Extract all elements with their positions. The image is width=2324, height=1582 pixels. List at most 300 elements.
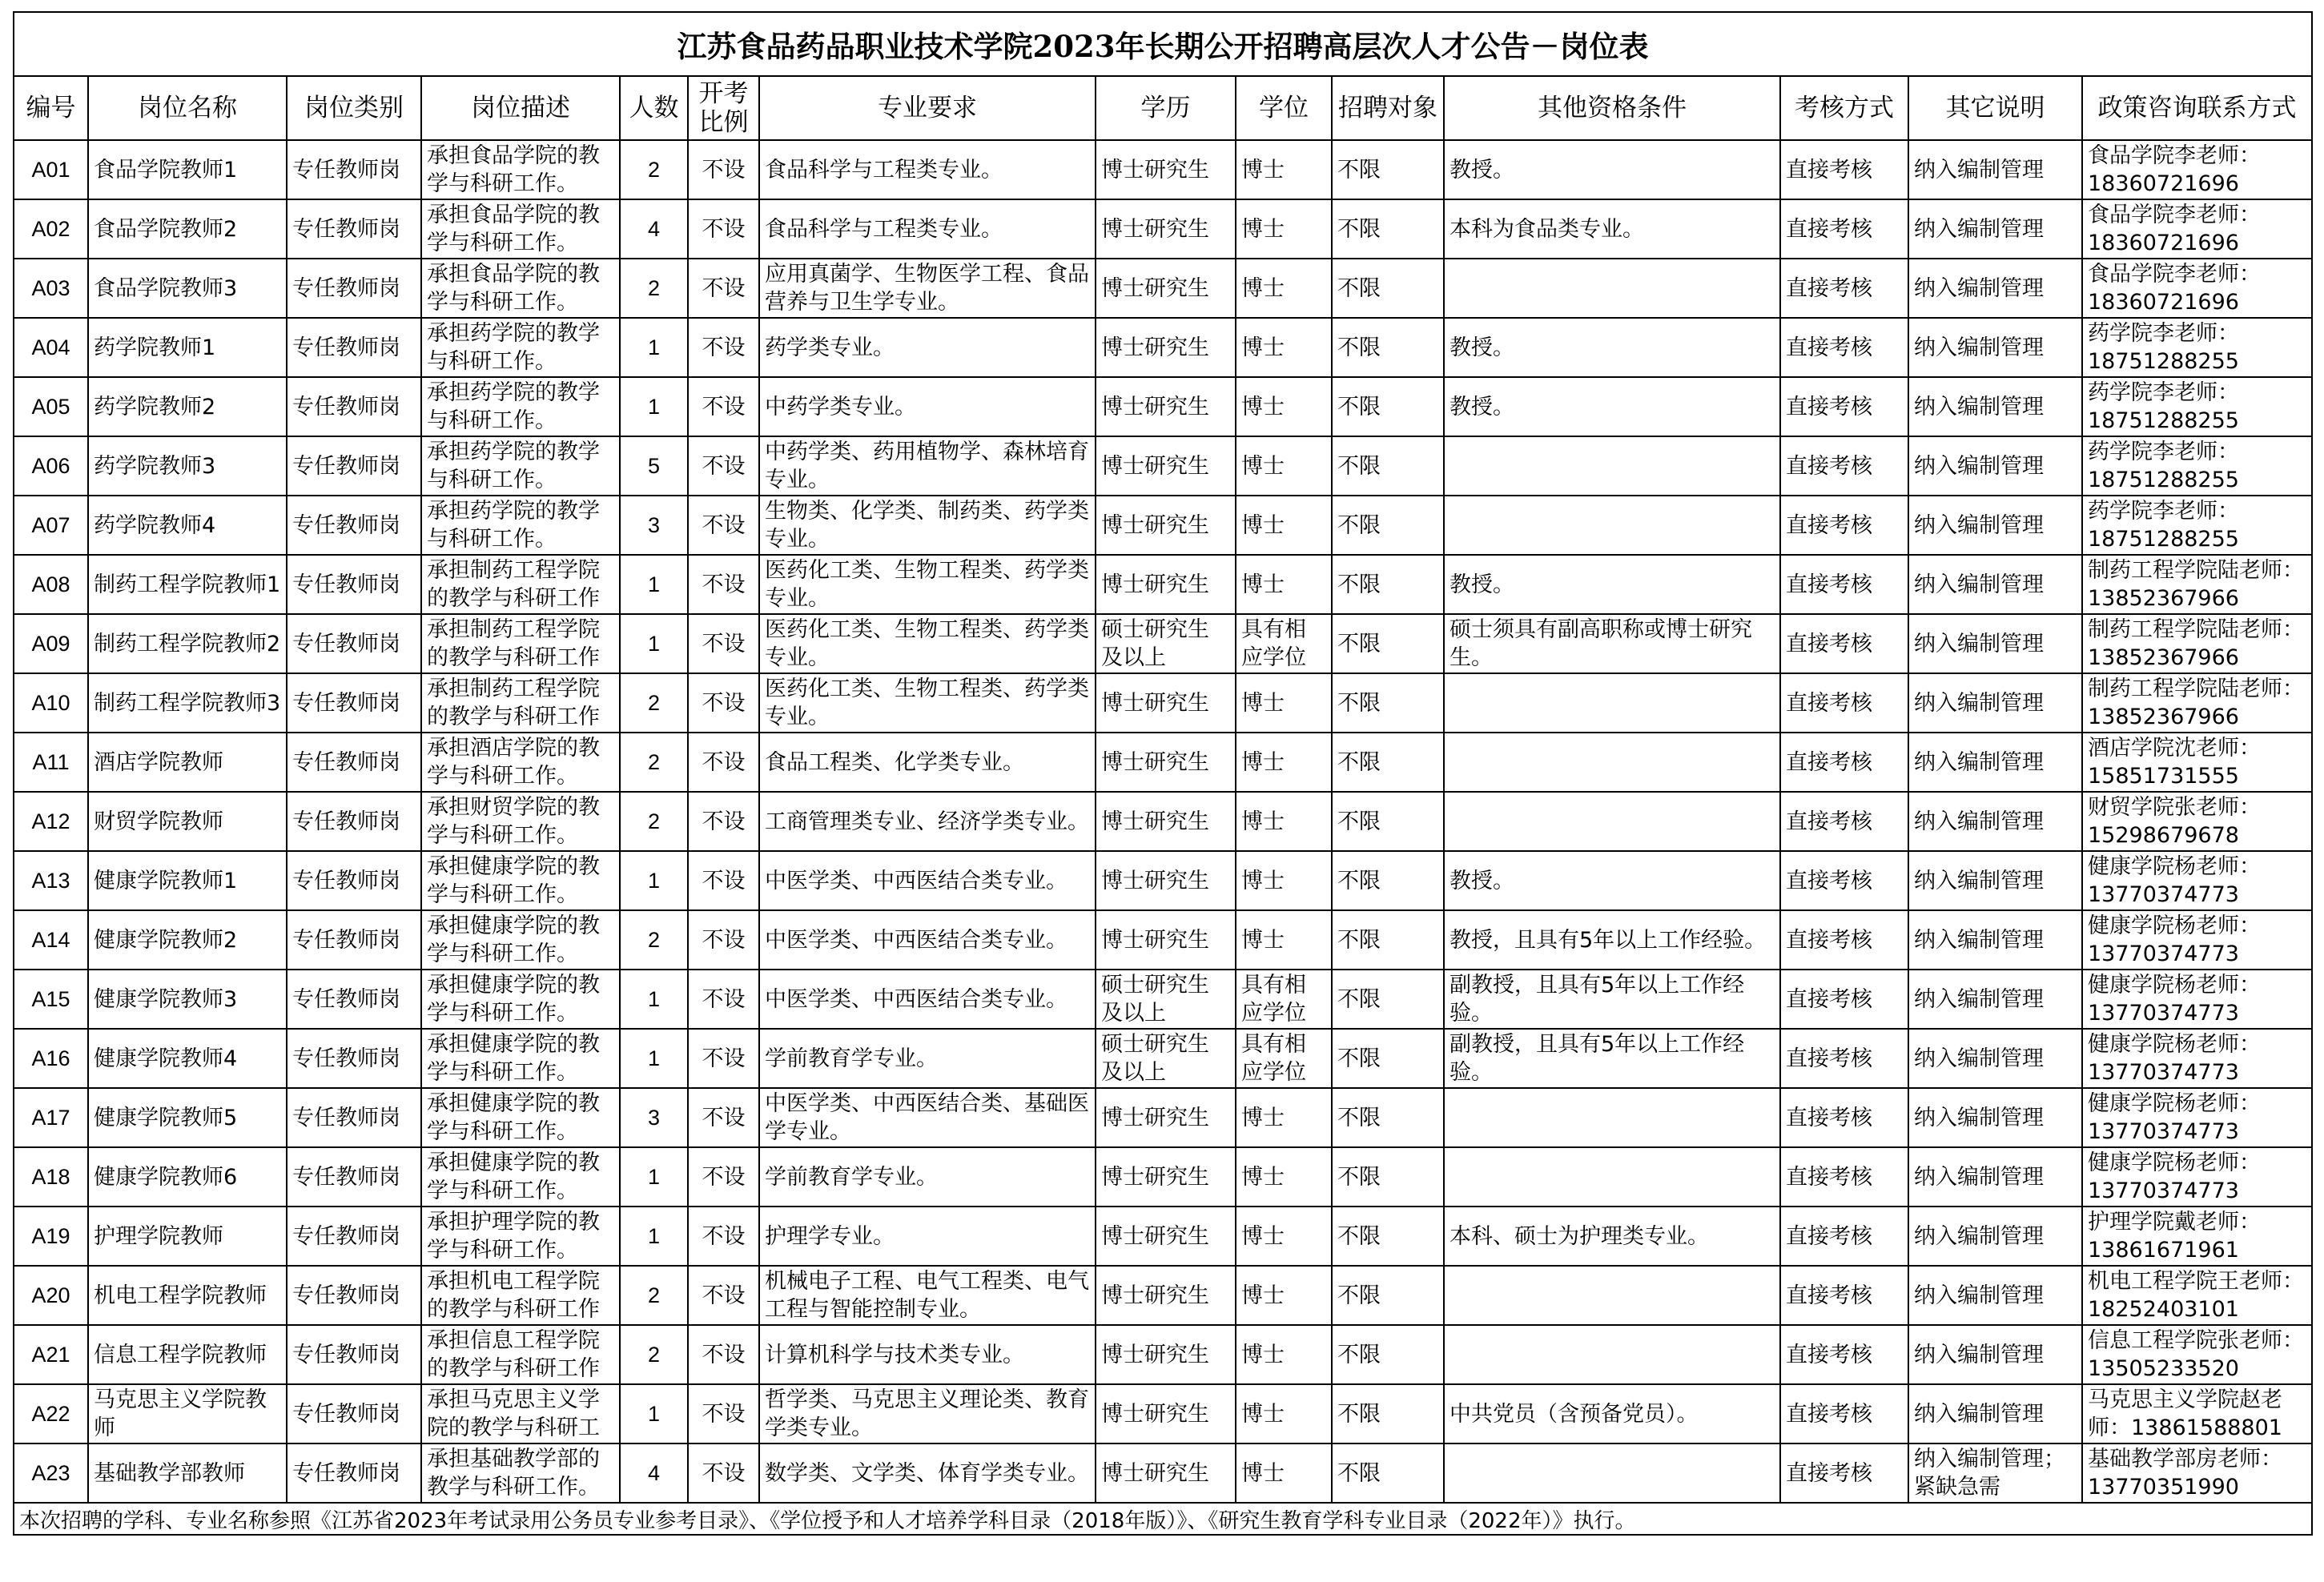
cell-ratio: 不设 <box>688 970 759 1029</box>
cell-target: 不限 <box>1332 1147 1444 1207</box>
cell-other: 中共党员（含预备党员）。 <box>1444 1384 1780 1443</box>
cell-edu: 博士研究生 <box>1096 1384 1236 1443</box>
header-id: 编号 <box>14 76 88 140</box>
cell-exam: 直接考核 <box>1780 1384 1908 1443</box>
cell-major: 学前教育学专业。 <box>759 1029 1096 1088</box>
cell-exam: 直接考核 <box>1780 1029 1908 1088</box>
cell-count: 1 <box>620 377 688 436</box>
cell-edu: 博士研究生 <box>1096 1207 1236 1266</box>
cell-edu: 硕士研究生及以上 <box>1096 614 1236 673</box>
cell-degree: 博士 <box>1236 910 1332 970</box>
cell-count: 2 <box>620 1266 688 1325</box>
cell-note: 纳入编制管理；紧缺急需 <box>1908 1443 2082 1503</box>
cell-category: 专任教师岗 <box>287 496 421 555</box>
cell-edu: 博士研究生 <box>1096 436 1236 496</box>
cell-desc: 承担护理学院的教学与科研工作。 <box>421 1207 620 1266</box>
cell-contact: 食品学院李老师：18360721696 <box>2082 199 2312 259</box>
cell-note: 纳入编制管理 <box>1908 1147 2082 1207</box>
cell-exam: 直接考核 <box>1780 318 1908 377</box>
cell-other <box>1444 673 1780 733</box>
cell-id: A01 <box>14 140 88 199</box>
cell-id: A09 <box>14 614 88 673</box>
job-table-sheet <box>13 11 2311 1536</box>
cell-contact: 基础教学部房老师：13770351990 <box>2082 1443 2312 1503</box>
cell-contact: 健康学院杨老师：13770374773 <box>2082 851 2312 910</box>
cell-exam: 直接考核 <box>1780 1266 1908 1325</box>
cell-id: A14 <box>14 910 88 970</box>
cell-desc: 承担健康学院的教学与科研工作。 <box>421 970 620 1029</box>
cell-target: 不限 <box>1332 555 1444 614</box>
cell-ratio: 不设 <box>688 259 759 318</box>
cell-other: 本科、硕士为护理类专业。 <box>1444 1207 1780 1266</box>
cell-target: 不限 <box>1332 792 1444 851</box>
cell-count: 1 <box>620 1207 688 1266</box>
cell-contact: 食品学院李老师：18360721696 <box>2082 140 2312 199</box>
cell-exam: 直接考核 <box>1780 496 1908 555</box>
cell-desc: 承担食品学院的教学与科研工作。 <box>421 140 620 199</box>
cell-category: 专任教师岗 <box>287 436 421 496</box>
cell-name: 制药工程学院教师1 <box>88 555 287 614</box>
cell-contact: 财贸学院张老师：15298679678 <box>2082 792 2312 851</box>
cell-count: 2 <box>620 673 688 733</box>
table-row <box>14 673 2312 733</box>
cell-major: 学前教育学专业。 <box>759 1147 1096 1207</box>
cell-other: 本科为食品类专业。 <box>1444 199 1780 259</box>
cell-other: 副教授，且具有5年以上工作经验。 <box>1444 970 1780 1029</box>
cell-contact: 制药工程学院陆老师：13852367966 <box>2082 555 2312 614</box>
cell-id: A11 <box>14 733 88 792</box>
cell-note: 纳入编制管理 <box>1908 733 2082 792</box>
cell-target: 不限 <box>1332 910 1444 970</box>
cell-name: 健康学院教师2 <box>88 910 287 970</box>
cell-ratio: 不设 <box>688 555 759 614</box>
cell-id: A03 <box>14 259 88 318</box>
header-other: 其他资格条件 <box>1444 76 1780 140</box>
cell-name: 健康学院教师1 <box>88 851 287 910</box>
cell-id: A20 <box>14 1266 88 1325</box>
cell-desc: 承担信息工程学院的教学与科研工作 <box>421 1325 620 1384</box>
cell-other <box>1444 1147 1780 1207</box>
cell-name: 药学院教师2 <box>88 377 287 436</box>
cell-target: 不限 <box>1332 1325 1444 1384</box>
cell-note: 纳入编制管理 <box>1908 970 2082 1029</box>
cell-desc: 承担机电工程学院的教学与科研工作 <box>421 1266 620 1325</box>
table-row <box>14 614 2312 673</box>
table-row <box>14 792 2312 851</box>
cell-id: A05 <box>14 377 88 436</box>
table-row <box>14 1443 2312 1503</box>
cell-category: 专任教师岗 <box>287 733 421 792</box>
cell-contact: 健康学院杨老师：13770374773 <box>2082 1147 2312 1207</box>
cell-degree: 博士 <box>1236 318 1332 377</box>
cell-note: 纳入编制管理 <box>1908 140 2082 199</box>
header-exam: 考核方式 <box>1780 76 1908 140</box>
cell-other <box>1444 259 1780 318</box>
cell-count: 1 <box>620 1029 688 1088</box>
cell-note: 纳入编制管理 <box>1908 792 2082 851</box>
cell-count: 1 <box>620 614 688 673</box>
cell-id: A23 <box>14 1443 88 1503</box>
cell-category: 专任教师岗 <box>287 555 421 614</box>
cell-other: 教授，且具有5年以上工作经验。 <box>1444 910 1780 970</box>
cell-contact: 制药工程学院陆老师：13852367966 <box>2082 614 2312 673</box>
cell-count: 4 <box>620 199 688 259</box>
cell-degree: 具有相应学位 <box>1236 1029 1332 1088</box>
cell-ratio: 不设 <box>688 1207 759 1266</box>
cell-ratio: 不设 <box>688 1443 759 1503</box>
cell-major: 中药学类、药用植物学、森林培育专业。 <box>759 436 1096 496</box>
cell-degree: 博士 <box>1236 496 1332 555</box>
cell-desc: 承担制药工程学院的教学与科研工作 <box>421 673 620 733</box>
cell-major: 计算机科学与技术类专业。 <box>759 1325 1096 1384</box>
cell-edu: 博士研究生 <box>1096 1088 1236 1147</box>
cell-count: 1 <box>620 970 688 1029</box>
cell-note: 纳入编制管理 <box>1908 436 2082 496</box>
cell-other: 教授。 <box>1444 377 1780 436</box>
table-row <box>14 199 2312 259</box>
cell-contact: 食品学院李老师：18360721696 <box>2082 259 2312 318</box>
cell-exam: 直接考核 <box>1780 733 1908 792</box>
header-ratio: 开考比例 <box>688 76 759 140</box>
cell-id: A18 <box>14 1147 88 1207</box>
cell-category: 专任教师岗 <box>287 970 421 1029</box>
header-name: 岗位名称 <box>88 76 287 140</box>
cell-note: 纳入编制管理 <box>1908 1325 2082 1384</box>
header-target: 招聘对象 <box>1332 76 1444 140</box>
cell-desc: 承担基础教学部的教学与科研工作。 <box>421 1443 620 1503</box>
cell-degree: 博士 <box>1236 851 1332 910</box>
cell-major: 中医学类、中西医结合类专业。 <box>759 851 1096 910</box>
cell-name: 健康学院教师6 <box>88 1147 287 1207</box>
cell-other <box>1444 733 1780 792</box>
cell-target: 不限 <box>1332 673 1444 733</box>
table-row <box>14 140 2312 199</box>
cell-category: 专任教师岗 <box>287 259 421 318</box>
cell-major: 护理学专业。 <box>759 1207 1096 1266</box>
header-count: 人数 <box>620 76 688 140</box>
cell-note: 纳入编制管理 <box>1908 1384 2082 1443</box>
cell-degree: 博士 <box>1236 1207 1332 1266</box>
cell-major: 食品科学与工程类专业。 <box>759 140 1096 199</box>
cell-category: 专任教师岗 <box>287 199 421 259</box>
cell-count: 1 <box>620 1147 688 1207</box>
cell-degree: 博士 <box>1236 199 1332 259</box>
cell-exam: 直接考核 <box>1780 259 1908 318</box>
cell-edu: 博士研究生 <box>1096 1325 1236 1384</box>
cell-target: 不限 <box>1332 1443 1444 1503</box>
cell-ratio: 不设 <box>688 1029 759 1088</box>
cell-count: 1 <box>620 555 688 614</box>
cell-name: 机电工程学院教师 <box>88 1266 287 1325</box>
cell-exam: 直接考核 <box>1780 1207 1908 1266</box>
cell-name: 药学院教师3 <box>88 436 287 496</box>
table-row <box>14 1325 2312 1384</box>
cell-count: 3 <box>620 496 688 555</box>
cell-exam: 直接考核 <box>1780 377 1908 436</box>
cell-major: 数学类、文学类、体育学类专业。 <box>759 1443 1096 1503</box>
cell-major: 应用真菌学、生物医学工程、食品营养与卫生学专业。 <box>759 259 1096 318</box>
cell-major: 中药学类专业。 <box>759 377 1096 436</box>
cell-name: 制药工程学院教师2 <box>88 614 287 673</box>
cell-note: 纳入编制管理 <box>1908 259 2082 318</box>
cell-degree: 博士 <box>1236 1325 1332 1384</box>
cell-contact: 护理学院戴老师：13861671961 <box>2082 1207 2312 1266</box>
cell-degree: 博士 <box>1236 733 1332 792</box>
cell-degree: 博士 <box>1236 555 1332 614</box>
cell-id: A16 <box>14 1029 88 1088</box>
table-row <box>14 259 2312 318</box>
table-row <box>14 1029 2312 1088</box>
cell-exam: 直接考核 <box>1780 1147 1908 1207</box>
cell-category: 专任教师岗 <box>287 1147 421 1207</box>
cell-ratio: 不设 <box>688 318 759 377</box>
page-title: 江苏食品药品职业技术学院2023年长期公开招聘高层次人才公告－岗位表 <box>14 12 2312 76</box>
cell-contact: 制药工程学院陆老师：13852367966 <box>2082 673 2312 733</box>
header-degree: 学位 <box>1236 76 1332 140</box>
cell-desc: 承担食品学院的教学与科研工作。 <box>421 259 620 318</box>
cell-desc: 承担食品学院的教学与科研工作。 <box>421 199 620 259</box>
cell-count: 3 <box>620 1088 688 1147</box>
cell-note: 纳入编制管理 <box>1908 1088 2082 1147</box>
cell-note: 纳入编制管理 <box>1908 851 2082 910</box>
cell-degree: 具有相应学位 <box>1236 970 1332 1029</box>
table-row <box>14 1266 2312 1325</box>
cell-degree: 博士 <box>1236 436 1332 496</box>
cell-name: 食品学院教师2 <box>88 199 287 259</box>
cell-edu: 博士研究生 <box>1096 1147 1236 1207</box>
table-row <box>14 851 2312 910</box>
cell-edu: 博士研究生 <box>1096 199 1236 259</box>
cell-other: 副教授，且具有5年以上工作经验。 <box>1444 1029 1780 1088</box>
cell-desc: 承担健康学院的教学与科研工作。 <box>421 1088 620 1147</box>
cell-target: 不限 <box>1332 1207 1444 1266</box>
cell-contact: 信息工程学院张老师：13505233520 <box>2082 1325 2312 1384</box>
cell-count: 2 <box>620 792 688 851</box>
cell-target: 不限 <box>1332 1088 1444 1147</box>
cell-note: 纳入编制管理 <box>1908 1266 2082 1325</box>
cell-other <box>1444 1443 1780 1503</box>
cell-edu: 博士研究生 <box>1096 318 1236 377</box>
cell-edu: 博士研究生 <box>1096 851 1236 910</box>
cell-edu: 博士研究生 <box>1096 1266 1236 1325</box>
cell-category: 专任教师岗 <box>287 673 421 733</box>
table-row <box>14 733 2312 792</box>
cell-contact: 健康学院杨老师：13770374773 <box>2082 1029 2312 1088</box>
cell-contact: 机电工程学院王老师：18252403101 <box>2082 1266 2312 1325</box>
cell-degree: 博士 <box>1236 673 1332 733</box>
cell-desc: 承担酒店学院的教学与科研工作。 <box>421 733 620 792</box>
cell-note: 纳入编制管理 <box>1908 1029 2082 1088</box>
cell-target: 不限 <box>1332 377 1444 436</box>
cell-ratio: 不设 <box>688 1266 759 1325</box>
cell-major: 医药化工类、生物工程类、药学类专业。 <box>759 673 1096 733</box>
cell-other <box>1444 1088 1780 1147</box>
header-edu: 学历 <box>1096 76 1236 140</box>
cell-major: 中医学类、中西医结合类专业。 <box>759 910 1096 970</box>
cell-desc: 承担财贸学院的教学与科研工作。 <box>421 792 620 851</box>
cell-ratio: 不设 <box>688 851 759 910</box>
cell-count: 5 <box>620 436 688 496</box>
cell-ratio: 不设 <box>688 377 759 436</box>
cell-major: 医药化工类、生物工程类、药学类专业。 <box>759 614 1096 673</box>
cell-category: 专任教师岗 <box>287 1325 421 1384</box>
header-note: 其它说明 <box>1908 76 2082 140</box>
cell-name: 药学院教师4 <box>88 496 287 555</box>
cell-target: 不限 <box>1332 1266 1444 1325</box>
cell-desc: 承担药学院的教学与科研工作。 <box>421 496 620 555</box>
cell-desc: 承担健康学院的教学与科研工作。 <box>421 1147 620 1207</box>
cell-other <box>1444 1325 1780 1384</box>
cell-name: 基础教学部教师 <box>88 1443 287 1503</box>
table-row <box>14 970 2312 1029</box>
cell-edu: 博士研究生 <box>1096 377 1236 436</box>
cell-target: 不限 <box>1332 851 1444 910</box>
cell-other: 教授。 <box>1444 555 1780 614</box>
cell-desc: 承担药学院的教学与科研工作。 <box>421 436 620 496</box>
cell-count: 2 <box>620 140 688 199</box>
cell-name: 护理学院教师 <box>88 1207 287 1266</box>
table-row <box>14 1384 2312 1443</box>
cell-major: 机械电子工程、电气工程类、电气工程与智能控制专业。 <box>759 1266 1096 1325</box>
cell-name: 酒店学院教师 <box>88 733 287 792</box>
cell-target: 不限 <box>1332 199 1444 259</box>
cell-note: 纳入编制管理 <box>1908 673 2082 733</box>
cell-exam: 直接考核 <box>1780 1088 1908 1147</box>
cell-degree: 博士 <box>1236 1443 1332 1503</box>
cell-desc: 承担健康学院的教学与科研工作。 <box>421 910 620 970</box>
cell-note: 纳入编制管理 <box>1908 614 2082 673</box>
cell-category: 专任教师岗 <box>287 1088 421 1147</box>
cell-category: 专任教师岗 <box>287 910 421 970</box>
cell-degree: 博士 <box>1236 1266 1332 1325</box>
cell-other <box>1444 436 1780 496</box>
cell-target: 不限 <box>1332 1384 1444 1443</box>
table-row <box>14 1147 2312 1207</box>
cell-contact: 马克思主义学院赵老师：13861588801 <box>2082 1384 2312 1443</box>
cell-id: A15 <box>14 970 88 1029</box>
cell-contact: 药学院李老师：18751288255 <box>2082 496 2312 555</box>
cell-count: 1 <box>620 851 688 910</box>
cell-note: 纳入编制管理 <box>1908 318 2082 377</box>
cell-count: 1 <box>620 1384 688 1443</box>
cell-major: 哲学类、马克思主义理论类、教育学类专业。 <box>759 1384 1096 1443</box>
cell-degree: 具有相应学位 <box>1236 614 1332 673</box>
cell-category: 专任教师岗 <box>287 1029 421 1088</box>
cell-edu: 博士研究生 <box>1096 140 1236 199</box>
cell-category: 专任教师岗 <box>287 792 421 851</box>
cell-target: 不限 <box>1332 970 1444 1029</box>
cell-id: A13 <box>14 851 88 910</box>
cell-ratio: 不设 <box>688 436 759 496</box>
cell-edu: 硕士研究生及以上 <box>1096 1029 1236 1088</box>
cell-name: 健康学院教师4 <box>88 1029 287 1088</box>
table-row <box>14 318 2312 377</box>
cell-contact: 药学院李老师：18751288255 <box>2082 377 2312 436</box>
cell-count: 2 <box>620 733 688 792</box>
cell-contact: 酒店学院沈老师：15851731555 <box>2082 733 2312 792</box>
cell-major: 食品工程类、化学类专业。 <box>759 733 1096 792</box>
cell-ratio: 不设 <box>688 140 759 199</box>
cell-id: A12 <box>14 792 88 851</box>
cell-count: 1 <box>620 318 688 377</box>
cell-exam: 直接考核 <box>1780 1443 1908 1503</box>
cell-desc: 承担健康学院的教学与科研工作。 <box>421 851 620 910</box>
cell-target: 不限 <box>1332 1029 1444 1088</box>
cell-id: A04 <box>14 318 88 377</box>
cell-degree: 博士 <box>1236 792 1332 851</box>
cell-category: 专任教师岗 <box>287 140 421 199</box>
cell-contact: 健康学院杨老师：13770374773 <box>2082 970 2312 1029</box>
table-row <box>14 555 2312 614</box>
footnote: 本次招聘的学科、专业名称参照《江苏省2023年考试录用公务员专业参考目录》、《学位授予和人才培养学科目录（2018年版）》、《研究生教育学科专业目录（2022年）》执行。 <box>14 1503 2312 1535</box>
cell-category: 专任教师岗 <box>287 614 421 673</box>
header-category: 岗位类别 <box>287 76 421 140</box>
cell-ratio: 不设 <box>688 733 759 792</box>
cell-ratio: 不设 <box>688 614 759 673</box>
cell-ratio: 不设 <box>688 496 759 555</box>
cell-edu: 博士研究生 <box>1096 259 1236 318</box>
cell-name: 制药工程学院教师3 <box>88 673 287 733</box>
table-body <box>14 140 2312 1503</box>
cell-edu: 博士研究生 <box>1096 555 1236 614</box>
cell-major: 医药化工类、生物工程类、药学类专业。 <box>759 555 1096 614</box>
cell-ratio: 不设 <box>688 1325 759 1384</box>
cell-exam: 直接考核 <box>1780 792 1908 851</box>
cell-desc: 承担制药工程学院的教学与科研工作 <box>421 614 620 673</box>
cell-id: A07 <box>14 496 88 555</box>
cell-edu: 博士研究生 <box>1096 792 1236 851</box>
cell-id: A06 <box>14 436 88 496</box>
cell-note: 纳入编制管理 <box>1908 555 2082 614</box>
cell-exam: 直接考核 <box>1780 970 1908 1029</box>
cell-name: 信息工程学院教师 <box>88 1325 287 1384</box>
cell-edu: 博士研究生 <box>1096 733 1236 792</box>
cell-target: 不限 <box>1332 318 1444 377</box>
cell-category: 专任教师岗 <box>287 1443 421 1503</box>
cell-ratio: 不设 <box>688 1384 759 1443</box>
cell-name: 食品学院教师1 <box>88 140 287 199</box>
cell-major: 中医学类、中西医结合类专业。 <box>759 970 1096 1029</box>
cell-major: 药学类专业。 <box>759 318 1096 377</box>
table-row <box>14 377 2312 436</box>
cell-id: A02 <box>14 199 88 259</box>
cell-id: A22 <box>14 1384 88 1443</box>
cell-ratio: 不设 <box>688 910 759 970</box>
cell-target: 不限 <box>1332 733 1444 792</box>
cell-contact: 健康学院杨老师：13770374773 <box>2082 910 2312 970</box>
cell-degree: 博士 <box>1236 1384 1332 1443</box>
cell-degree: 博士 <box>1236 1088 1332 1147</box>
cell-ratio: 不设 <box>688 1147 759 1207</box>
cell-id: A08 <box>14 555 88 614</box>
header-contact: 政策咨询联系方式 <box>2082 76 2312 140</box>
cell-major: 生物类、化学类、制药类、药学类专业。 <box>759 496 1096 555</box>
cell-count: 2 <box>620 1325 688 1384</box>
cell-other: 教授。 <box>1444 851 1780 910</box>
cell-contact: 健康学院杨老师：13770374773 <box>2082 1088 2312 1147</box>
cell-desc: 承担制药工程学院的教学与科研工作 <box>421 555 620 614</box>
cell-target: 不限 <box>1332 140 1444 199</box>
table-header-row <box>14 76 2312 140</box>
cell-category: 专任教师岗 <box>287 851 421 910</box>
cell-ratio: 不设 <box>688 199 759 259</box>
cell-exam: 直接考核 <box>1780 673 1908 733</box>
cell-edu: 博士研究生 <box>1096 1443 1236 1503</box>
table-row <box>14 496 2312 555</box>
cell-count: 2 <box>620 259 688 318</box>
cell-target: 不限 <box>1332 259 1444 318</box>
cell-other: 教授。 <box>1444 140 1780 199</box>
